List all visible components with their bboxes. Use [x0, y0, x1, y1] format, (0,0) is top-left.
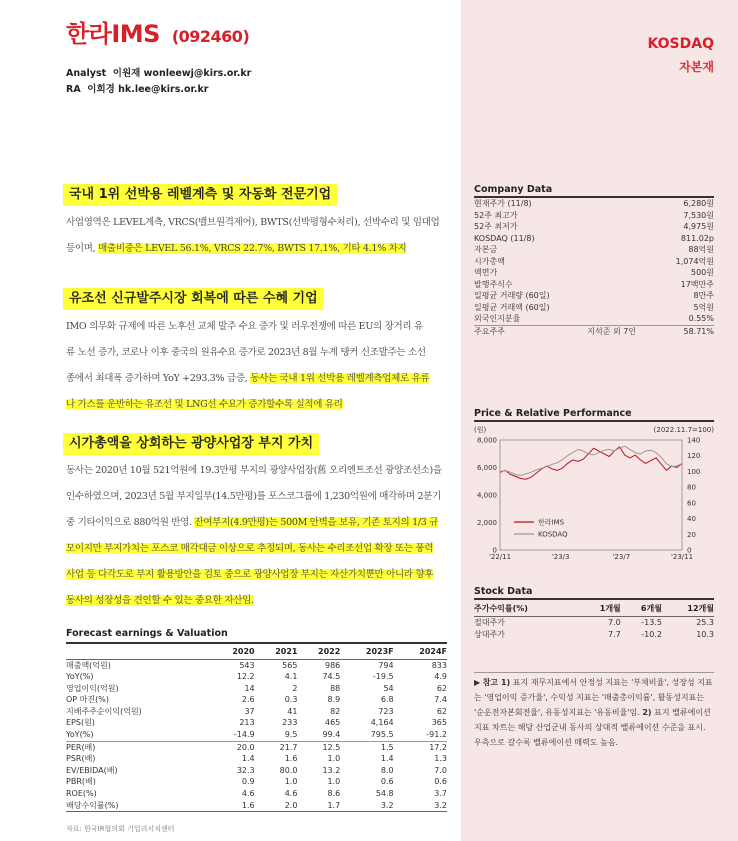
forecast-cell: 794 — [378, 660, 394, 670]
company-name: 한라IMS — [66, 20, 160, 48]
note-text-2: 표지 밸류에이션 지표 차트는 해당 산업군내 동사의 상대적 밸류에이션 수준을 표시. 우측으로 갈수록 밸류에이션 매력도 높음. — [474, 708, 711, 747]
forecast-row — [66, 800, 447, 812]
forecast-row — [66, 788, 447, 800]
forecast-cell: 3.2 — [340, 800, 393, 812]
forecast-header: 2023F — [340, 643, 393, 659]
chart-y-left-tick: 4,000 — [476, 491, 497, 500]
section-1-text: 등이며, — [66, 243, 99, 254]
company-data-row — [474, 256, 714, 268]
forecast-row — [66, 776, 447, 788]
stock-data-cell: 10.3 — [696, 629, 714, 639]
section-1-line-2 — [66, 236, 454, 262]
stock-data-header: 12개월 — [662, 602, 714, 616]
company-data-value: 8만주 — [693, 291, 714, 300]
company-data-label: KOSDAQ (11/8) — [474, 233, 535, 243]
forecast-header-row — [66, 643, 447, 659]
forecast-cell: 465 — [325, 718, 341, 728]
forecast-cell: 88 — [330, 683, 341, 693]
company-data-row — [474, 244, 714, 256]
forecast-cell: 2 — [292, 683, 298, 693]
forecast-cell: 1.6 — [212, 800, 255, 812]
forecast-cell: 2.0 — [255, 800, 298, 812]
section-3-line-5 — [66, 562, 454, 588]
forecast-cell: 1.0 — [327, 777, 341, 787]
forecast-cell: 4.9 — [434, 672, 447, 682]
forecast-header: 2021 — [255, 643, 298, 659]
company-data-row-major-holder — [474, 325, 714, 337]
forecast-row — [66, 741, 447, 753]
section-3-line-2: 인수하였으며, 2023년 5월 부지일부(14.5만평)를 포스코그룹에 1,230억원에 매각하며 2분기 — [66, 491, 441, 502]
forecast-cell: 4,164 — [370, 718, 394, 728]
forecast-row — [66, 753, 447, 765]
company-data-value: 7,530원 — [683, 210, 714, 220]
stock-data-cell: -10.2 — [641, 629, 662, 639]
stock-data-table — [474, 602, 714, 640]
forecast-cell: 9.5 — [284, 730, 298, 740]
company-data-row — [474, 267, 714, 279]
company-data-table — [474, 198, 714, 337]
section-2-line-2: 류 노선 증가, 코로나 이후 중국의 원유수요 증가로 2023년 8월 누계 탱커 신조발주는 소선 — [66, 347, 426, 358]
forecast-cell: 4.6 — [284, 789, 298, 799]
forecast-row-label: EPS(원) — [66, 718, 95, 728]
company-data-value: 811.02p — [680, 233, 714, 243]
forecast-cell: 565 — [282, 660, 298, 670]
chart-y-right-tick: 60 — [687, 499, 696, 508]
forecast-cell: 213 — [239, 718, 255, 728]
forecast-row-label: YoY(%) — [66, 730, 94, 740]
forecast-cell: 4.1 — [284, 672, 298, 682]
section-3-line-4 — [66, 536, 454, 562]
forecast-cell: -19.5 — [372, 672, 394, 682]
chart-y-left-tick: 0 — [492, 546, 497, 555]
forecast-cell: 1.7 — [297, 800, 340, 812]
stock-data-rule — [474, 598, 714, 600]
forecast-cell: 14 — [244, 683, 255, 693]
section-2-line-1: IMO 의무화 규제에 따른 노후선 교체 발주 수요 증가 및 러우전쟁에 따른 EU의 장거리 유 — [66, 321, 423, 332]
section-1-line-1: 사업영역은 LEVEL계측, VRCS(밸브원격제어), BWTS(선박평형수처리), 선박수리 및 임대업 — [66, 217, 440, 228]
stock-data-cell: 25.3 — [696, 617, 714, 627]
stock-data-cell: 7.7 — [608, 629, 621, 639]
forecast-cell: 0.6 — [380, 777, 394, 787]
forecast-header: 2024F — [394, 643, 447, 659]
section-3-body — [66, 458, 454, 614]
section-3-title: 시가총액을 상회하는 광양사업장 부지 가치 — [63, 433, 319, 455]
forecast-cell: 4.6 — [241, 789, 255, 799]
stock-data-row — [474, 616, 714, 628]
forecast-title: Forecast earnings & Valuation — [66, 628, 228, 639]
company-data-label: 자본금 — [474, 245, 498, 254]
forecast-cell: 99.4 — [322, 730, 341, 740]
section-3-line-3 — [66, 510, 454, 536]
forecast-row — [66, 706, 447, 718]
forecast-cell: 62 — [436, 706, 447, 716]
section-1-title: 국내 1위 선박용 레벨계측 및 자동화 전문기업 — [63, 184, 337, 206]
section-3-highlight-c: 사업 등 다각도로 부지 활용방안을 검토 중으로 광양사업장 부지는 자산가치뿐만 아니라 향후 — [66, 569, 434, 580]
chart-y-right-tick: 40 — [687, 515, 696, 524]
analyst-block — [66, 66, 251, 98]
chart-legend-label: KOSDAQ — [538, 530, 568, 539]
forecast-cell: -14.9 — [233, 730, 255, 740]
section-2-text: 종에서 최대폭 증가하며 YoY +293.3% 급증, — [66, 373, 251, 384]
stock-code: (092460) — [171, 27, 250, 46]
forecast-cell: 13.2 — [322, 765, 341, 775]
company-data-row — [474, 221, 714, 233]
forecast-cell: 6.8 — [380, 695, 394, 705]
forecast-cell: 1.3 — [434, 754, 447, 764]
forecast-row — [66, 694, 447, 706]
company-data-row — [474, 210, 714, 222]
chart-y-right-tick: 100 — [687, 467, 701, 476]
chart-x-tick: '23/7 — [612, 553, 631, 561]
forecast-cell: 12.5 — [297, 741, 340, 753]
stock-data-header: 주가수익률(%) — [474, 602, 580, 616]
forecast-cell: 8.0 — [380, 765, 394, 775]
forecast-table — [66, 642, 447, 812]
analyst-line — [66, 66, 251, 82]
company-data-row — [474, 198, 714, 210]
chart-y-right-tick: 80 — [687, 483, 696, 492]
company-data-row — [474, 302, 714, 314]
company-data-value: 1,074억원 — [675, 256, 714, 266]
chart-title: Price & Relative Performance — [474, 408, 632, 419]
section-2-line-4 — [66, 392, 454, 418]
forecast-header: 2022 — [297, 643, 340, 659]
forecast-cell: 0.3 — [284, 695, 298, 705]
forecast-row-label: PSR(배) — [66, 754, 96, 764]
section-2-highlight-b: 나 가스를 운반하는 유조선 및 LNG선 수요가 증가할수록 실적에 유리 — [66, 399, 343, 410]
section-3-highlight-d: 동사의 성장성을 견인할 수 있는 중요한 자산임. — [66, 595, 254, 606]
company-data-value: 5억원 — [693, 302, 714, 312]
forecast-cell: 1.4 — [380, 754, 394, 764]
stock-data-cell: 절대주가 — [474, 617, 505, 627]
chart-x-tick: '22/11 — [488, 553, 512, 561]
forecast-cell: 8.9 — [327, 695, 341, 705]
section-2-title: 유조선 신규발주시장 회복에 따른 수혜 기업 — [63, 288, 324, 310]
company-data-value: 6,280원 — [683, 199, 714, 208]
forecast-cell: 80.0 — [279, 765, 298, 775]
forecast-cell: 543 — [239, 660, 255, 670]
price-chart-svg — [474, 424, 714, 564]
forecast-cell: 12.2 — [236, 672, 255, 682]
forecast-row-label: EV/EBIDA(배) — [66, 765, 118, 775]
chart-y-right-tick: 140 — [687, 436, 701, 445]
chart-x-tick: '23/3 — [551, 553, 570, 561]
chart-y-left-tick: 6,000 — [476, 464, 497, 472]
forecast-row-label: 매출액(억원) — [66, 660, 111, 670]
forecast-cell: 3.2 — [394, 800, 447, 812]
section-1-body — [66, 210, 454, 262]
forecast-cell: 7.4 — [434, 695, 447, 705]
forecast-cell: 1.5 — [340, 741, 393, 753]
forecast-row — [66, 659, 447, 671]
stock-data-cell: 상대주가 — [474, 629, 505, 639]
forecast-cell: 54.8 — [375, 789, 394, 799]
analyst-name-email: 이원재 wonleewj@kirs.or.kr — [112, 68, 252, 79]
company-data-label: 액면가 — [474, 268, 498, 277]
ra-label: RA — [66, 84, 81, 95]
section-3-text: 중 기타이익으로 880억원 반영. — [66, 517, 195, 528]
forecast-cell: 1.6 — [284, 754, 298, 764]
forecast-row — [66, 729, 447, 741]
forecast-row — [66, 671, 447, 683]
stock-data-header-row — [474, 602, 714, 616]
chart-y-right-tick: 20 — [687, 530, 696, 539]
company-data-title: Company Data — [474, 184, 553, 195]
forecast-cell: 1.4 — [241, 754, 255, 764]
forecast-row-label: YoY(%) — [66, 672, 94, 682]
forecast-row-label: ROE(%) — [66, 789, 97, 799]
stock-data-title: Stock Data — [474, 586, 533, 597]
forecast-row — [66, 765, 447, 777]
forecast-cell: 986 — [325, 660, 341, 670]
forecast-cell: 833 — [431, 660, 447, 670]
reference-note — [474, 672, 714, 750]
note-bold-2: 2) — [642, 708, 652, 717]
note-bold-1: 참고 1) — [482, 678, 511, 687]
company-data-value: 500원 — [691, 268, 714, 277]
forecast-row — [66, 683, 447, 695]
company-data-value: 58.71% — [636, 325, 714, 337]
price-chart — [474, 424, 714, 564]
forecast-row-label: 지배주주순이익(억원) — [66, 706, 142, 716]
forecast-source: 자료: 한국IR협의회 기업리서치센터 — [66, 825, 175, 833]
company-data-label: 일평균 거래량 (60일) — [474, 291, 550, 300]
section-3-line-6 — [66, 588, 454, 614]
chart-y-left-tick: 2,000 — [476, 519, 497, 527]
company-data-row — [474, 233, 714, 245]
forecast-cell: 17.2 — [394, 741, 447, 753]
forecast-cell: 795.5 — [370, 730, 394, 740]
company-title — [66, 14, 249, 49]
note-arrow-icon: ▶ — [474, 678, 481, 687]
forecast-cell: 32.3 — [236, 765, 255, 775]
forecast-cell: 74.5 — [322, 672, 341, 682]
chart-right-unit: (2022.11.7=100) — [653, 426, 714, 434]
chart-y-right-tick: 120 — [687, 452, 701, 461]
sector-label: 자본재 — [679, 60, 714, 74]
forecast-header — [66, 643, 212, 659]
section-1-highlight: 매출비중은 LEVEL 56.1%, VRCS 22.7%, BWTS 17.1%, 기타 4.1% 차지 — [98, 243, 407, 254]
forecast-row-label: PER(배) — [66, 741, 212, 753]
forecast-cell: 41 — [287, 706, 298, 716]
stock-data-header: 1개월 — [580, 602, 621, 616]
forecast-cell: 365 — [431, 718, 447, 728]
forecast-cell: 62 — [436, 683, 447, 693]
company-data-label: 일평균 거래액 (60일) — [474, 302, 550, 312]
forecast-cell: 0.9 — [241, 777, 255, 787]
ra-line — [66, 82, 251, 98]
company-data-row — [474, 313, 714, 325]
section-2-body — [66, 314, 454, 418]
forecast-cell: 82 — [330, 706, 341, 716]
company-data-label: 52주 최고가 — [474, 210, 518, 220]
forecast-row-label: 배당수익률(%) — [66, 800, 212, 812]
forecast-row — [66, 717, 447, 729]
section-2-line-3 — [66, 366, 454, 392]
company-data-label: 52주 최저가 — [474, 222, 518, 231]
stock-data-cell: -13.5 — [641, 617, 662, 627]
market-label: KOSDAQ — [647, 36, 714, 52]
company-data-label: 주요주주 — [474, 325, 537, 337]
forecast-row-label: 영업이익(억원) — [66, 683, 119, 693]
forecast-cell: 54 — [383, 683, 394, 693]
company-data-value: 17백만주 — [680, 279, 714, 289]
section-3-line-1: 동사는 2020년 10월 521억원에 19.3만평 부지의 광양사업장(舊 오리엔트조선 광양조선소)을 — [66, 465, 442, 476]
stock-data-header: 6개월 — [621, 602, 662, 616]
forecast-cell: 8.6 — [327, 789, 341, 799]
forecast-cell: 37 — [244, 706, 255, 716]
forecast-cell: -91.2 — [426, 730, 447, 740]
forecast-header: 2020 — [212, 643, 255, 659]
forecast-cell: 0.6 — [434, 777, 447, 787]
chart-x-tick: '23/11 — [670, 553, 694, 561]
note-text-1: 표지 재무지표에서 안정성 지표는 '부채비율', 성장성 지표는 '영업이익 증가율', 수익성 지표는 '매출총이익률', 활동성지표는 '순운전자본회전율', 유동성지표는 '유동비율'임. — [474, 678, 713, 717]
forecast-row-label: PBR(배) — [66, 777, 96, 787]
major-holder-name: 지석준 외 7인 — [537, 325, 636, 337]
forecast-cell: 2.6 — [241, 695, 255, 705]
company-data-label: 발행주식수 — [474, 279, 513, 289]
company-data-value: 88억원 — [688, 245, 714, 254]
forecast-row-label: OP 마진(%) — [66, 695, 109, 705]
company-data-label: 외국인지분율 — [474, 314, 521, 323]
section-3-highlight-b: 모이지만 부지가치는 포스코 매각대금 이상으로 추정되며, 동사는 수리조선업 확장 또는 풍력 — [66, 543, 434, 554]
section-2-highlight-a: 동사는 국내 1위 선박용 레벨계측업체로 유류 — [250, 373, 430, 384]
chart-title-rule — [474, 420, 714, 422]
section-3-highlight-a: 잔여부지(4.9만평)는 500M 안벽을 보유, 기존 토지의 1/3 규 — [194, 517, 439, 528]
company-data-value: 0.55% — [688, 314, 714, 323]
chart-legend-label: 한라IMS — [538, 518, 565, 527]
chart-y-right-tick: 0 — [687, 546, 692, 555]
stock-data-cell: 7.0 — [608, 617, 621, 627]
forecast-cell: 1.0 — [327, 754, 341, 764]
company-data-row — [474, 290, 714, 302]
company-data-row — [474, 279, 714, 291]
forecast-cell: 3.7 — [434, 789, 447, 799]
company-data-label: 시가총액 — [474, 256, 505, 266]
forecast-cell: 1.0 — [284, 777, 298, 787]
forecast-cell: 20.0 — [212, 741, 255, 753]
company-data-label: 현재주가 (11/8) — [474, 199, 532, 208]
forecast-cell: 723 — [378, 706, 394, 716]
forecast-cell: 21.7 — [255, 741, 298, 753]
forecast-cell: 7.0 — [434, 765, 447, 775]
ra-name-email: 이희경 hk.lee@kirs.or.kr — [87, 84, 209, 95]
chart-y-left-tick: 8,000 — [476, 436, 497, 445]
company-data-value: 4,975원 — [683, 222, 714, 231]
stock-data-row — [474, 628, 714, 640]
forecast-cell: 233 — [282, 718, 298, 728]
chart-left-unit: (원) — [474, 426, 487, 434]
analyst-label: Analyst — [66, 68, 107, 79]
